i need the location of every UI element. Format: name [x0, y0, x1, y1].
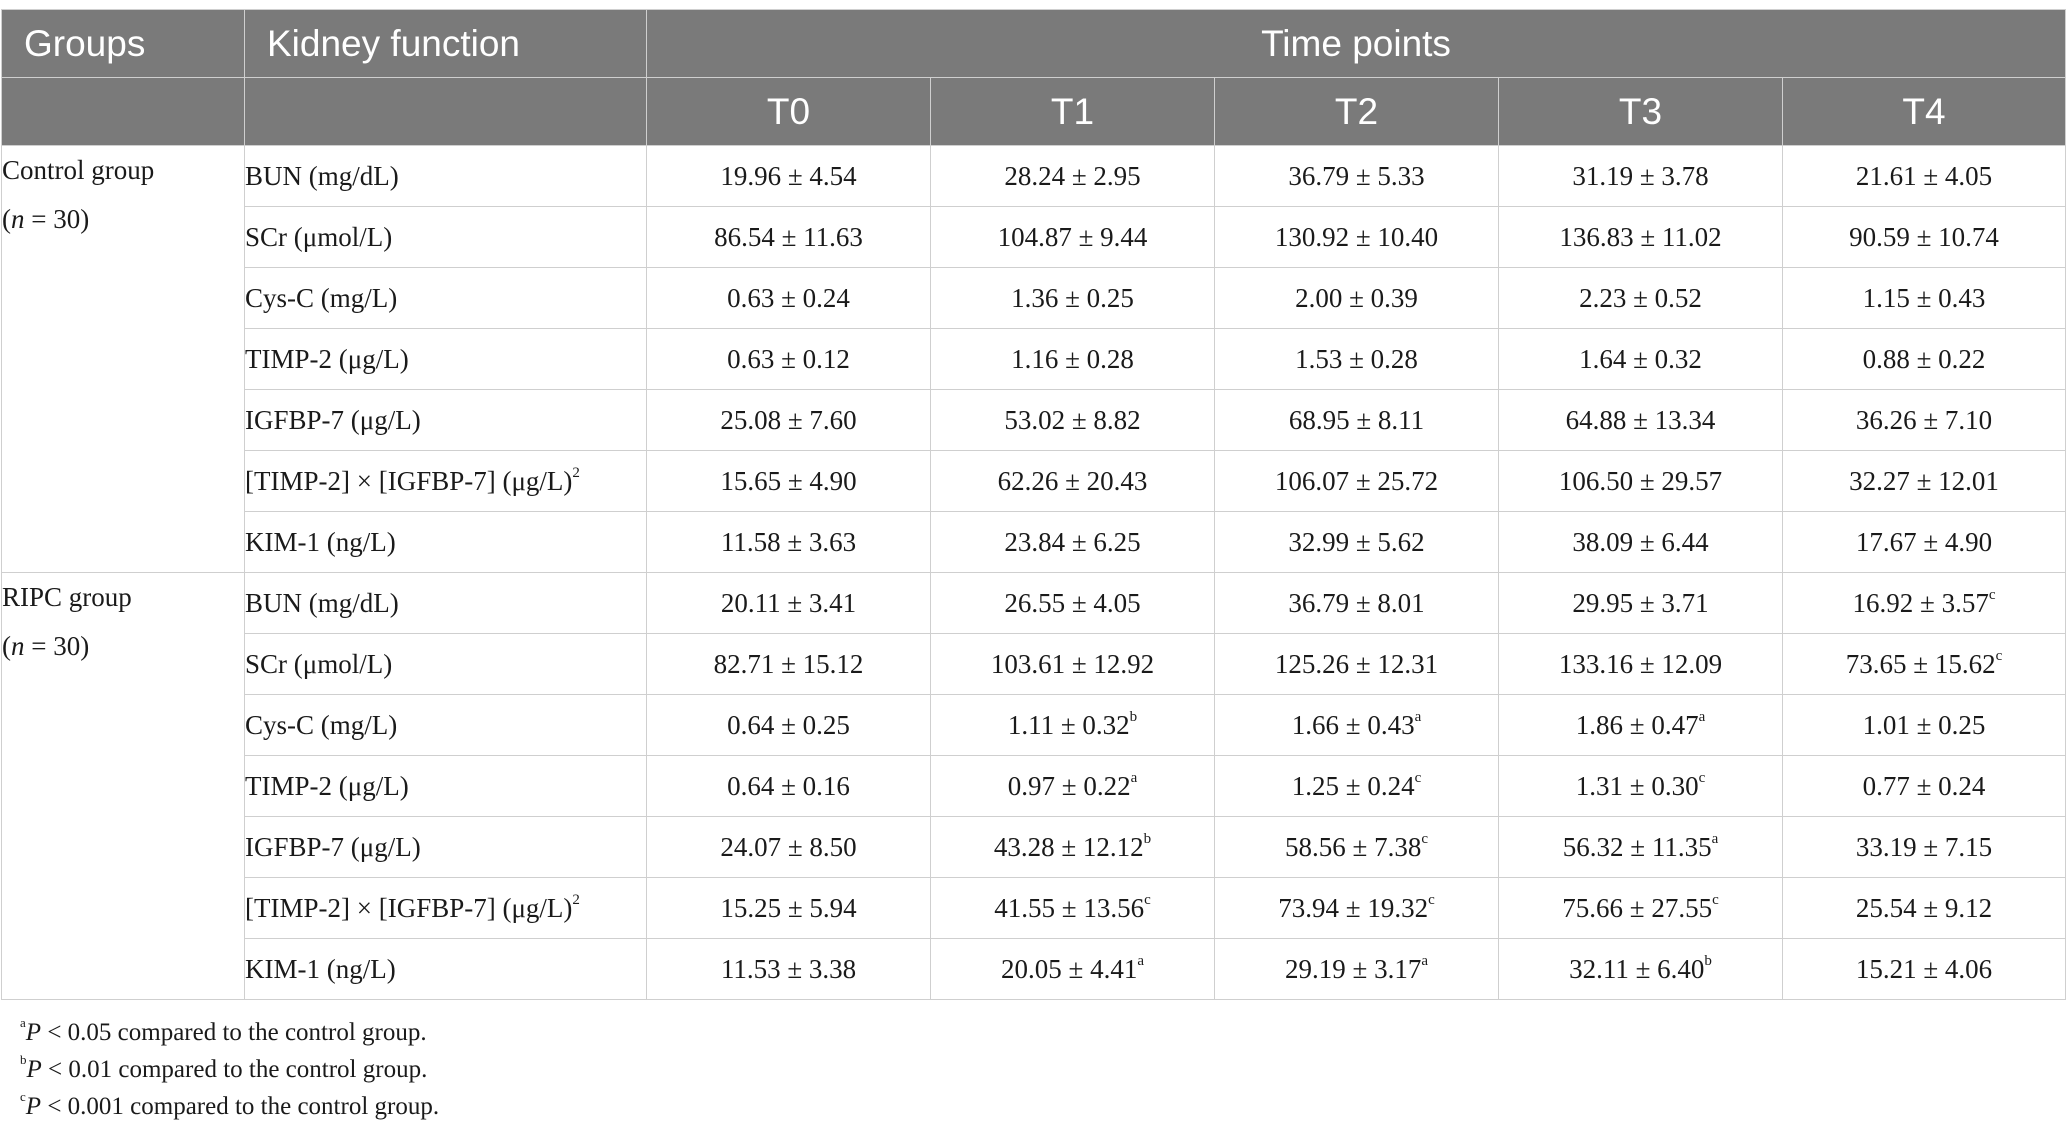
mean-sd-value: 1.15 ± 0.43 — [1862, 282, 1986, 313]
table-footnotes — [20, 1014, 439, 1125]
value-cell — [931, 573, 1215, 634]
significance-marker: c — [1995, 647, 2003, 664]
table-row — [2, 878, 2066, 939]
table-row — [2, 634, 2066, 695]
mean-sd-value: 2.23 ± 0.52 — [1579, 282, 1702, 313]
value-cell — [1783, 939, 2066, 1000]
measure-label-cell — [245, 695, 647, 756]
value-cell — [1499, 451, 1783, 512]
value-cell — [1499, 878, 1783, 939]
time-header-t4: T4 — [1783, 78, 2066, 146]
measure-label-cell — [245, 634, 647, 695]
mean-sd-value: 133.16 ± 12.09 — [1558, 648, 1723, 679]
value-cell — [647, 878, 931, 939]
measure-label-cell — [245, 512, 647, 573]
unit-exponent: 2 — [572, 464, 580, 481]
mean-sd-value: 23.84 ± 6.25 — [1004, 526, 1141, 557]
value-cell — [1215, 634, 1499, 695]
value-cell — [1783, 512, 2066, 573]
measure-label: BUN (mg/dL) — [245, 587, 399, 618]
table-row — [2, 512, 2066, 573]
value-cell — [1783, 268, 2066, 329]
mean-sd-value: 21.61 ± 4.05 — [1855, 160, 1993, 191]
mean-sd-value: 20.11 ± 3.41 — [720, 587, 857, 618]
value-cell — [931, 878, 1215, 939]
value-cell — [647, 268, 931, 329]
measure-label: TIMP-2 (μg/L) — [245, 343, 409, 374]
value-cell — [1215, 268, 1499, 329]
mean-sd-value: 82.71 ± 15.12 — [713, 648, 864, 679]
value-cell — [931, 817, 1215, 878]
value-cell — [647, 451, 931, 512]
value-cell — [1499, 756, 1783, 817]
significance-marker: c — [1988, 586, 1996, 603]
value-cell — [931, 634, 1215, 695]
measure-label-cell — [245, 268, 647, 329]
mean-sd-value: 11.58 ± 3.63 — [720, 526, 857, 557]
header-row-1 — [2, 10, 2066, 78]
value-cell — [1783, 329, 2066, 390]
mean-sd-value: 25.08 ± 7.60 — [720, 404, 857, 435]
value-cell — [1215, 146, 1499, 207]
significance-marker: c — [1698, 769, 1706, 786]
table-row — [2, 573, 2066, 634]
value-cell — [1499, 329, 1783, 390]
mean-sd-value: 26.55 ± 4.05 — [1004, 587, 1141, 618]
mean-sd-value: 36.79 ± 5.33 — [1288, 160, 1425, 191]
mean-sd-value: 90.59 ± 10.74 — [1849, 221, 1999, 252]
mean-sd-value: 19.96 ± 4.54 — [720, 160, 857, 191]
mean-sd-value: 16.92 ± 3.57 — [1852, 587, 1989, 618]
mean-sd-value: 75.66 ± 27.55 — [1562, 892, 1713, 923]
value-cell — [1783, 634, 2066, 695]
value-cell — [931, 512, 1215, 573]
value-cell — [1215, 817, 1499, 878]
group-cell — [2, 146, 245, 573]
significance-marker: b — [1129, 708, 1138, 725]
value-cell — [1215, 756, 1499, 817]
measure-label-cell — [245, 939, 647, 1000]
significance-marker: c — [1712, 891, 1719, 908]
mean-sd-value: 29.95 ± 3.71 — [1572, 587, 1709, 618]
significance-marker: c — [1428, 891, 1435, 908]
table-body — [2, 146, 2066, 1000]
value-cell — [1499, 634, 1783, 695]
value-cell — [1215, 207, 1499, 268]
mean-sd-value: 43.28 ± 12.12 — [993, 831, 1144, 862]
mean-sd-value: 32.27 ± 12.01 — [1849, 465, 1999, 496]
mean-sd-value: 1.66 ± 0.43 — [1291, 709, 1415, 740]
time-header-t2: T2 — [1215, 78, 1499, 146]
table-row — [2, 390, 2066, 451]
mean-sd-value: 41.55 ± 13.56 — [994, 892, 1145, 923]
value-cell — [1215, 573, 1499, 634]
mean-sd-value: 58.56 ± 7.38 — [1285, 831, 1422, 862]
time-header-t3: T3 — [1499, 78, 1783, 146]
mean-sd-value: 103.61 ± 12.92 — [990, 648, 1155, 679]
value-cell — [931, 939, 1215, 1000]
header-row-2 — [2, 78, 2066, 146]
mean-sd-value: 62.26 ± 20.43 — [997, 465, 1148, 496]
measure-label: KIM-1 (ng/L) — [245, 526, 396, 557]
footnote-mark: b — [20, 1051, 27, 1067]
table-row — [2, 817, 2066, 878]
value-cell — [1499, 939, 1783, 1000]
mean-sd-value: 53.02 ± 8.82 — [1004, 404, 1141, 435]
value-cell — [1499, 512, 1783, 573]
significance-marker: c — [1144, 891, 1151, 908]
significance-marker: a — [1137, 952, 1144, 969]
mean-sd-value: 32.11 ± 6.40 — [1569, 953, 1705, 984]
table-row — [2, 207, 2066, 268]
mean-sd-value: 73.65 ± 15.62 — [1845, 648, 1996, 679]
value-cell — [1783, 695, 2066, 756]
mean-sd-value: 130.92 ± 10.40 — [1274, 221, 1439, 252]
footnote-text: < 0.001 compared to the control group. — [41, 1093, 440, 1120]
footnote-text: < 0.01 compared to the control group. — [41, 1056, 428, 1083]
measure-label: [TIMP-2] × [IGFBP-7] (μg/L) — [245, 892, 573, 923]
value-cell — [1215, 329, 1499, 390]
table-row — [2, 451, 2066, 512]
group-sample-size — [2, 195, 244, 244]
group-cell — [2, 573, 245, 1000]
footnote-mark: a — [20, 1014, 26, 1030]
value-cell — [931, 756, 1215, 817]
table-row — [2, 329, 2066, 390]
value-cell — [931, 207, 1215, 268]
value-cell — [647, 939, 931, 1000]
value-cell — [1783, 756, 2066, 817]
mean-sd-value: 17.67 ± 4.90 — [1855, 526, 1993, 557]
mean-sd-value: 36.79 ± 8.01 — [1288, 587, 1425, 618]
mean-sd-value: 32.99 ± 5.62 — [1288, 526, 1425, 557]
time-header-t0: T0 — [647, 78, 931, 146]
measure-label-cell — [245, 146, 647, 207]
mean-sd-value: 106.50 ± 29.57 — [1558, 465, 1723, 496]
significance-marker: c — [1414, 769, 1422, 786]
table-row — [2, 268, 2066, 329]
measure-label: IGFBP-7 (μg/L) — [245, 831, 421, 862]
mean-sd-value: 0.63 ± 0.24 — [727, 282, 850, 313]
value-cell — [931, 451, 1215, 512]
table-row — [2, 756, 2066, 817]
time-header-t1: T1 — [931, 78, 1215, 146]
measure-label-cell — [245, 756, 647, 817]
sample-size-var: n — [11, 631, 25, 661]
kidney-function-header: Kidney function — [245, 10, 647, 78]
measure-label: SCr (μmol/L) — [245, 648, 393, 679]
value-cell — [647, 695, 931, 756]
footnote-mark: c — [20, 1088, 26, 1104]
measure-label-cell — [245, 329, 647, 390]
mean-sd-value: 31.19 ± 3.78 — [1572, 160, 1709, 191]
mean-sd-value: 1.16 ± 0.28 — [1011, 343, 1134, 374]
measure-label: Cys-C (mg/L) — [245, 282, 398, 313]
measure-label: SCr (μmol/L) — [245, 221, 393, 252]
header-blank-cell — [2, 78, 245, 146]
value-cell — [1783, 878, 2066, 939]
results-table — [1, 9, 2066, 1000]
value-cell — [931, 268, 1215, 329]
mean-sd-value: 15.25 ± 5.94 — [720, 892, 857, 923]
significance-marker: a — [1698, 708, 1706, 725]
footnote-p: P — [25, 1093, 42, 1120]
mean-sd-value: 29.19 ± 3.17 — [1285, 953, 1422, 984]
mean-sd-value: 11.53 ± 3.38 — [720, 953, 857, 984]
sample-size-open: ( — [2, 204, 11, 234]
significance-marker: b — [1143, 830, 1152, 847]
value-cell — [1215, 939, 1499, 1000]
mean-sd-value: 106.07 ± 25.72 — [1274, 465, 1439, 496]
group-sample-size — [2, 622, 244, 671]
measure-label-cell — [245, 878, 647, 939]
mean-sd-value: 15.21 ± 4.06 — [1855, 953, 1993, 984]
mean-sd-value: 1.36 ± 0.25 — [1011, 282, 1134, 313]
value-cell — [647, 329, 931, 390]
value-cell — [647, 207, 931, 268]
measure-label: [TIMP-2] × [IGFBP-7] (μg/L) — [245, 465, 573, 496]
mean-sd-value: 86.54 ± 11.63 — [714, 221, 863, 252]
value-cell — [1783, 573, 2066, 634]
value-cell — [1783, 390, 2066, 451]
value-cell — [1499, 268, 1783, 329]
footnote-text: < 0.05 compared to the control group. — [41, 1019, 427, 1046]
footnote — [20, 1088, 439, 1125]
value-cell — [1499, 695, 1783, 756]
mean-sd-value: 36.26 ± 7.10 — [1855, 404, 1993, 435]
mean-sd-value: 0.77 ± 0.24 — [1862, 770, 1986, 801]
value-cell — [1783, 817, 2066, 878]
measure-label: TIMP-2 (μg/L) — [245, 770, 409, 801]
mean-sd-value: 104.87 ± 9.44 — [997, 221, 1148, 252]
table-row — [2, 939, 2066, 1000]
footnote — [20, 1051, 439, 1088]
measure-label: Cys-C (mg/L) — [245, 709, 398, 740]
significance-marker: a — [1421, 952, 1428, 969]
mean-sd-value: 125.26 ± 12.31 — [1274, 648, 1439, 679]
value-cell — [647, 390, 931, 451]
mean-sd-value: 38.09 ± 6.44 — [1572, 526, 1709, 557]
mean-sd-value: 1.25 ± 0.24 — [1291, 770, 1415, 801]
value-cell — [1499, 207, 1783, 268]
measure-label-cell — [245, 207, 647, 268]
footnote — [20, 1014, 439, 1051]
significance-marker: a — [1414, 708, 1422, 725]
value-cell — [647, 573, 931, 634]
measure-label: IGFBP-7 (μg/L) — [245, 404, 421, 435]
mean-sd-value: 1.11 ± 0.32 — [1007, 709, 1130, 740]
mean-sd-value: 68.95 ± 8.11 — [1288, 404, 1425, 435]
table-row — [2, 695, 2066, 756]
mean-sd-value: 0.63 ± 0.12 — [727, 343, 850, 374]
mean-sd-value: 1.01 ± 0.25 — [1862, 709, 1986, 740]
mean-sd-value: 1.31 ± 0.30 — [1575, 770, 1699, 801]
mean-sd-value: 0.88 ± 0.22 — [1862, 343, 1986, 374]
sample-size-value: = 30) — [24, 631, 90, 661]
mean-sd-value: 15.65 ± 4.90 — [720, 465, 857, 496]
mean-sd-value: 20.05 ± 4.41 — [1001, 953, 1138, 984]
value-cell — [1215, 695, 1499, 756]
value-cell — [931, 390, 1215, 451]
measure-label-cell — [245, 451, 647, 512]
value-cell — [1215, 390, 1499, 451]
value-cell — [647, 146, 931, 207]
unit-exponent: 2 — [572, 891, 580, 908]
measure-label: BUN (mg/dL) — [245, 160, 399, 191]
measure-label-cell — [245, 817, 647, 878]
value-cell — [1215, 512, 1499, 573]
groups-header: Groups — [2, 10, 245, 78]
significance-marker: c — [1421, 830, 1428, 847]
value-cell — [931, 329, 1215, 390]
time-points-header: Time points — [647, 10, 2066, 78]
significance-marker: a — [1711, 830, 1719, 847]
value-cell — [1499, 146, 1783, 207]
mean-sd-value: 0.64 ± 0.16 — [727, 770, 850, 801]
measure-label-cell — [245, 390, 647, 451]
footnote-p: P — [26, 1056, 42, 1083]
value-cell — [1783, 451, 2066, 512]
mean-sd-value: 1.86 ± 0.47 — [1575, 709, 1699, 740]
value-cell — [1783, 207, 2066, 268]
sample-size-var: n — [11, 204, 25, 234]
value-cell — [931, 146, 1215, 207]
mean-sd-value: 56.32 ± 11.35 — [1562, 831, 1712, 862]
sample-size-open: ( — [2, 631, 11, 661]
measure-label: KIM-1 (ng/L) — [245, 953, 396, 984]
footnote-p: P — [25, 1019, 42, 1046]
value-cell — [647, 512, 931, 573]
mean-sd-value: 64.88 ± 13.34 — [1565, 404, 1716, 435]
header-blank-cell — [245, 78, 647, 146]
significance-marker: b — [1704, 952, 1712, 969]
mean-sd-value: 136.83 ± 11.02 — [1559, 221, 1722, 252]
mean-sd-value: 28.24 ± 2.95 — [1004, 160, 1141, 191]
mean-sd-value: 1.64 ± 0.32 — [1579, 343, 1702, 374]
mean-sd-value: 0.97 ± 0.22 — [1007, 770, 1131, 801]
value-cell — [647, 817, 931, 878]
table-row — [2, 146, 2066, 207]
measure-label-cell — [245, 573, 647, 634]
mean-sd-value: 73.94 ± 19.32 — [1278, 892, 1429, 923]
value-cell — [1215, 451, 1499, 512]
sample-size-value: = 30) — [24, 204, 90, 234]
value-cell — [1499, 573, 1783, 634]
value-cell — [1783, 146, 2066, 207]
significance-marker: a — [1130, 769, 1138, 786]
mean-sd-value: 33.19 ± 7.15 — [1855, 831, 1993, 862]
value-cell — [1499, 817, 1783, 878]
value-cell — [647, 634, 931, 695]
mean-sd-value: 2.00 ± 0.39 — [1295, 282, 1418, 313]
group-name: RIPC group — [2, 582, 132, 612]
group-name: Control group — [2, 155, 155, 185]
mean-sd-value: 1.53 ± 0.28 — [1295, 343, 1418, 374]
mean-sd-value: 0.64 ± 0.25 — [727, 709, 850, 740]
value-cell — [1499, 390, 1783, 451]
mean-sd-value: 25.54 ± 9.12 — [1855, 892, 1993, 923]
value-cell — [931, 695, 1215, 756]
mean-sd-value: 24.07 ± 8.50 — [720, 831, 857, 862]
value-cell — [1215, 878, 1499, 939]
value-cell — [647, 756, 931, 817]
